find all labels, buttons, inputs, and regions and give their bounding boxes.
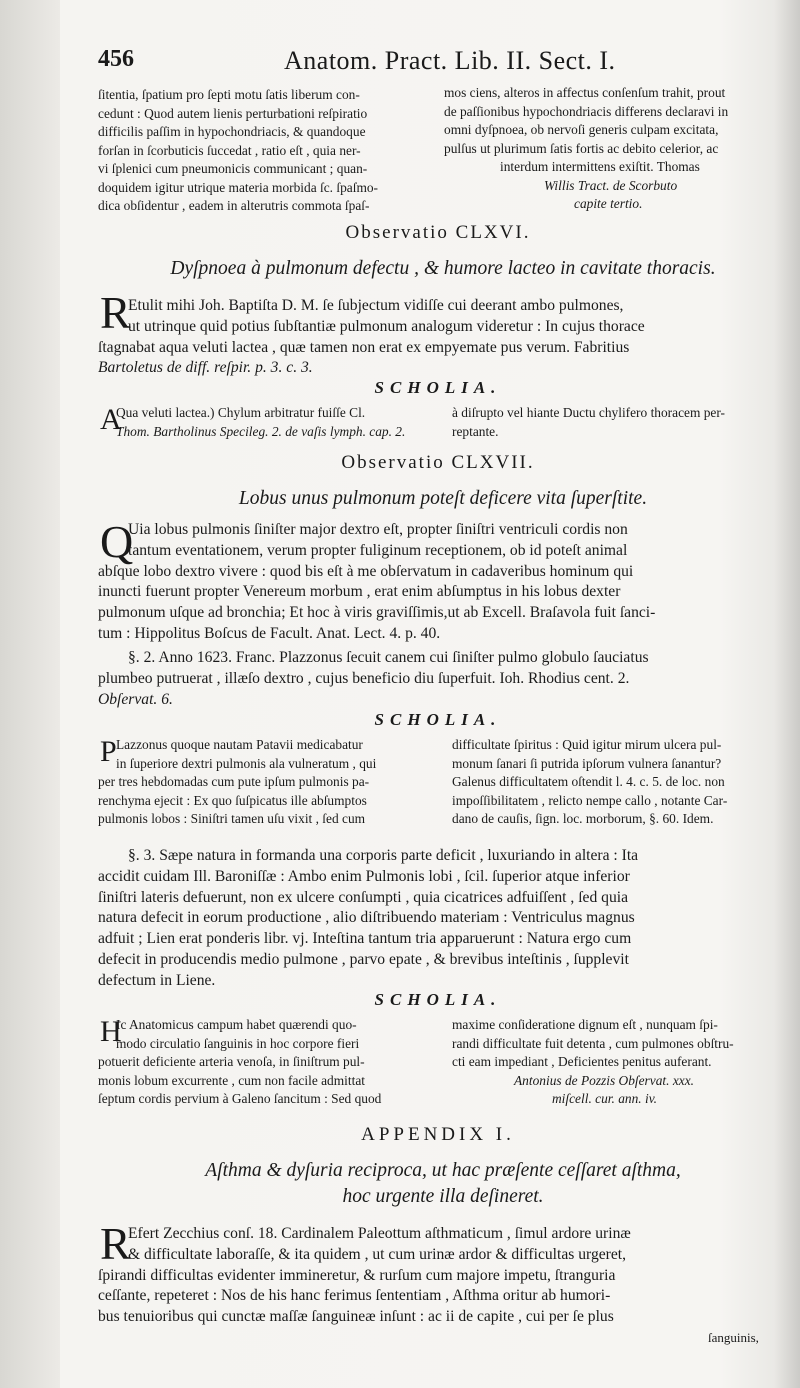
text-line: forſan in ſcorbuticis ſuccedat , ratio eſt , quia ner- (98, 142, 361, 158)
text-line: ſpirandi difficultas evidenter immineretur, & rurſum cum majore impetu, ſtranguria (98, 1266, 616, 1284)
scholia-left-column (98, 404, 444, 441)
scholia-right-column (452, 404, 778, 441)
appendix-title-line-1: Aſthma & dyſuria reciproca, ut hac præſente ceſſaret aſthma, (205, 1160, 681, 1181)
drop-cap: Q (100, 516, 134, 567)
text-line: pulmonis lobos : Siniſtri tamen uſu vixit , ſed cum (98, 811, 366, 826)
observation-body-167 (98, 516, 774, 645)
text-line: Galenus difficultatem oſtendit l. 4. c. 5. de loc. non (452, 774, 725, 789)
scholia-heading: SCHOLIA. (374, 990, 502, 1009)
observation-title-167: Lobus unus pulmonum poteſt deficere vita ſuperſtite. (238, 488, 648, 509)
text-line: maxime conſideratione dignum eſt , nunquam ſpi- (452, 1017, 718, 1032)
citation-line: capite tertio. (574, 196, 643, 211)
catchword: ſanguinis, (708, 1330, 759, 1345)
text-line: in ſuperiore dextri pulmonis ala vulneratum , qui (116, 755, 377, 771)
page-header (98, 44, 788, 82)
appendix-body (98, 1218, 774, 1328)
text-line: vi ſplenici cum pneumonicis communicant ; quan- (98, 161, 368, 176)
scholia-left-column (98, 1016, 444, 1109)
text-line: renchyma ejecit : Ex quo ſuſpicatus ille abſumptos (98, 792, 367, 808)
drop-cap: H (100, 1015, 122, 1048)
text-line: impoſſibilitatem , relicto nempe callo , notante Car- (452, 792, 728, 808)
drop-cap: R (100, 287, 131, 338)
citation-line: miſcell. cur. ann. iv. (552, 1091, 657, 1106)
text-line: tantum eventationem, verum propter fuliginum receptionem, ob id poteſt animal (128, 541, 628, 559)
citation-line: Willis Tract. de Scorbuto (544, 177, 678, 193)
scholia-right-column (452, 1016, 782, 1109)
top-left-column (98, 86, 438, 216)
text-line: ſitentia, ſpatium pro ſepti motu ſatis liberum con- (98, 87, 360, 102)
text-line: ſtagnabat aqua veluti lactea , quæ tamen non erat ex empyemate pus verum. Fabritius (98, 338, 630, 356)
text-line: potuerit deficiente arteria venoſa, in ſiniſtrum pul- (98, 1054, 365, 1069)
text-line: Uia lobus pulmonis ſiniſter major dextro eſt, propter ſiniſtri ventriculi cordis non (128, 521, 628, 538)
observation-title-166: Dyſpnoea à pulmonum defectu , & humore lacteo in cavitate thoracis. (170, 258, 716, 279)
text-line: cti eam impediant , Deficientes penitus auferant. (452, 1054, 712, 1069)
drop-cap: R (100, 1218, 131, 1269)
section-2-body (98, 648, 774, 710)
text-line: interdum intermittens exiſtit. Thomas (500, 159, 700, 174)
page-gutter-shadow (0, 0, 60, 1388)
scholia-right-column (452, 736, 782, 829)
text-line: dano de cauſis, ſign. loc. morborum, §. 60. Idem. (452, 811, 714, 826)
text-line: difficultate ſpiritus : Quid igitur mirum ulcera pul- (452, 737, 722, 752)
observation-heading-166: Observatio CLXVI. (345, 222, 531, 243)
text-line: de paſſionibus hypochondriacis differens declaravi in (444, 103, 729, 119)
text-line: cedunt : Quod autem lienis perturbationi reſpiratio (98, 105, 368, 121)
section-3-body (98, 846, 774, 992)
appendix-title-line-2: hoc urgente illa deſineret. (342, 1186, 544, 1207)
citation-line: Bartoletus de diff. reſpir. p. 3. c. 3. (98, 359, 313, 377)
text-line: & difficultate laboraſſe, & ita quidem , ut cum urinæ ardor & difficultas urgeret, (128, 1245, 627, 1263)
text-line: ut utrinque quid potius ſubſtantiæ pulmonum analogum videretur : In cujus thorace (128, 317, 645, 335)
text-line: abſque lobo dextro vivere : quod bis eſt à me obſervatum in cadaveribus hominum qui (98, 562, 634, 580)
text-line: accidit cuidam Ill. Baroniſſæ : Ambo enim Pulmonis lobi , ſcil. ſuperior atque inferior (98, 867, 630, 885)
running-head: Anatom. Pract. Lib. II. Sect. I. (284, 46, 616, 75)
text-line: ſiniſtri lateris defuerunt, non ex ulcere conſumpti , quia cicatrices adfuiſſent , ſed quia (98, 888, 629, 906)
text-line: mos ciens, alteros in affectus conſenſum trahit, prout (444, 85, 726, 100)
appendix-heading: APPENDIX I. (361, 1124, 515, 1145)
text-line: modo circulatio ſanguinis in hoc corpore fieri (116, 1035, 360, 1051)
drop-cap: A (100, 403, 122, 436)
text-line: inuncti fuerunt propter Venereum morbum , erat enim abſumptus in his lobus dexter (98, 583, 621, 601)
observation-heading-167: Observatio CLXVII. (341, 452, 535, 473)
text-line: monis lobum excurrente , cum non facile admittat (98, 1072, 365, 1088)
text-line: monum ſanari ſi putrida ipſorum vulnera ſanantur? (452, 755, 722, 771)
text-line: defectum in Liene. (98, 971, 216, 989)
text-line: Ic Anatomicus campum habet quærendi quo- (116, 1017, 357, 1032)
scholia-left-column (98, 736, 444, 829)
text-line: Efert Zecchius conſ. 18. Cardinalem Paleottum aſthmaticum , ſimul ardore urinæ (128, 1225, 631, 1242)
citation-line: Antonius de Pozzis Obſervat. xxx. (514, 1072, 694, 1088)
text-line: ſeptum cordis pervium à Galeno ſancitum : Sed quod (98, 1091, 382, 1106)
text-line: plumbeo putruerat , illæſo dextro , cujus beneficio diu ſuperfuit. Ioh. Rhodius cent. 2. (98, 669, 630, 687)
text-line: difficilis paſſim in hypochondriacis, & quandoque (98, 124, 366, 139)
text-line: ceſſante, repeteret : Nos de his hanc ferimus ſententiam , Aſthma oritur ab humori- (98, 1287, 611, 1305)
top-right-column (444, 84, 780, 214)
text-line: Thom. Bartholinus Specileg. 2. de vaſis lymph. cap. 2. (116, 423, 406, 439)
text-line: natura defecit in eorum productione , alio diſtribuendo materiam : Ventriculus magnus (98, 909, 635, 927)
citation-line: Obſervat. 6. (98, 690, 173, 708)
text-line: pulſus ut plurimum ſatis fortis ac debito celerior, ac (444, 140, 719, 156)
text-line: bus tenuioribus qui cunctæ maſſæ ſanguineæ inſunt : ac ii de capite , cui per ſe plus (98, 1308, 614, 1326)
text-line: reptante. (452, 423, 499, 439)
drop-cap: P (100, 735, 117, 768)
text-line: §. 3. Sæpe natura in formanda una corporis parte deficit , luxuriando in altera : Ita (128, 847, 639, 864)
scholia-heading: SCHOLIA. (374, 710, 502, 729)
text-line: pulmonum uſque ad bronchia; Et hoc à viris graviſſimis,ut ab Excell. Braſavola fuit ſanci- (98, 604, 656, 622)
text-line: per tres hebdomadas cum pute ipſum pulmonis pa- (98, 774, 370, 789)
citation-line: tum : Hippolitus Boſcus de Facult. Anat. Lect. 4. p. 40. (98, 624, 441, 642)
text-line: omni dyſpnoea, ob nervoſi generis culpam excitata, (444, 122, 719, 137)
text-line: à diſrupto vel hiante Ductu chylifero thoracem per- (452, 405, 726, 420)
observation-body-166 (98, 296, 774, 379)
text-line: randi difficultate fuit detenta , cum pulmones obſtru- (452, 1035, 734, 1051)
text-line: Lazzonus quoque nautam Patavii medicabatur (116, 737, 363, 752)
page-number: 456 (98, 46, 134, 72)
text-line: doquidem igitur utrique materia morbida ſc. ſpaſmo- (98, 179, 379, 195)
text-line: adfuit ; Lien erat ponderis libr. vj. Inteſtina tantum tria apparuerunt : Natura ergo cum (98, 930, 632, 948)
text-line: §. 2. Anno 1623. Franc. Plazzonus ſecuit canem cui ſiniſter pulmo globulo ſauciatus (128, 649, 649, 666)
text-line: dica obſidentur , eadem in alterutris commota ſpaſ- (98, 198, 370, 213)
text-line: Etulit mihi Joh. Baptiſta D. M. ſe ſubjectum vidiſſe cui deerant ambo pulmones, (128, 297, 624, 314)
text-line: defecit in producendis medio pulmone , parvo epate , & brevibus inteſtinis , ſupplevit (98, 950, 629, 968)
scholia-heading: SCHOLIA. (374, 378, 502, 397)
text-line: Qua veluti lactea.) Chylum arbitratur fuiſſe Cl. (116, 405, 366, 420)
